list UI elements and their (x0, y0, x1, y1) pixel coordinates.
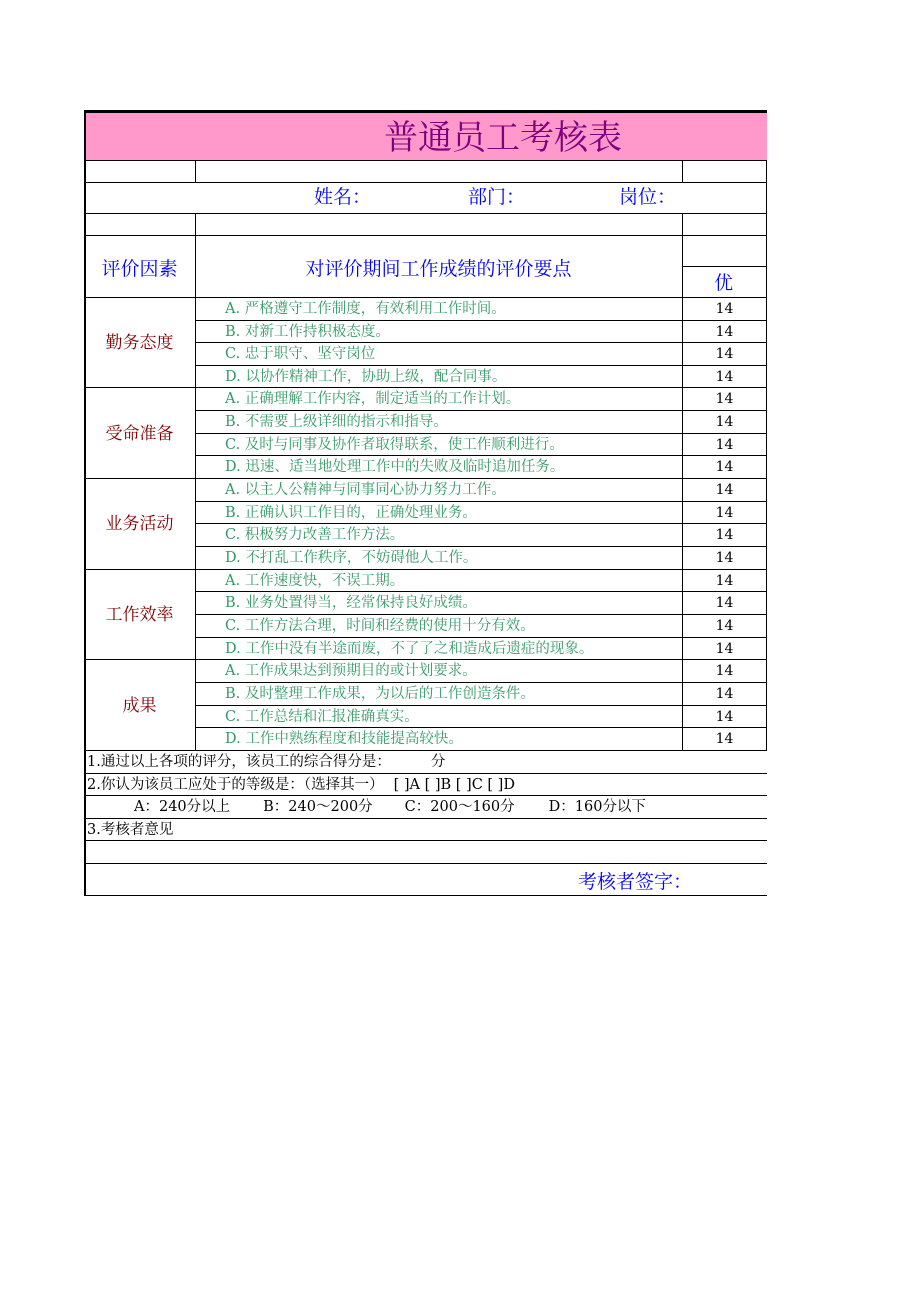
grade-c: C：200～160分 (404, 799, 515, 815)
criterion-score: 14 (715, 437, 734, 453)
grid-line (84, 160, 767, 161)
criterion-text: A. 工作速度快，不误工期。 (225, 573, 405, 589)
criterion-score: 14 (715, 301, 734, 317)
factor-header: 评价因素 (101, 258, 178, 280)
factor-efficiency: 工作效率 (105, 605, 174, 625)
appraisal-form (84, 110, 767, 896)
criterion-score: 14 (715, 709, 734, 725)
factor-business: 业务活动 (105, 514, 174, 534)
points-header: 对评价期间工作成绩的评价要点 (305, 258, 572, 280)
grade-d: D：160分以下 (548, 799, 646, 815)
criterion-score: 14 (715, 391, 734, 407)
grade-options[interactable]: [ ]A [ ]B [ ]C [ ]D (393, 777, 515, 793)
department-label: 部门： (468, 186, 526, 208)
criterion-score: 14 (715, 618, 734, 634)
criterion-text: B. 对新工作持积极态度。 (225, 324, 390, 340)
criterion-score: 14 (715, 324, 734, 340)
grade-question (87, 774, 515, 796)
grid-line (84, 818, 767, 819)
reviewer-comments-label: 3.考核者意见 (87, 822, 174, 838)
criterion-text: C. 忠于职守、坚守岗位 (225, 346, 376, 362)
criterion-text: C. 积极努力改善工作方法。 (225, 527, 405, 543)
criterion-score: 14 (715, 369, 734, 385)
grid-line (84, 213, 767, 214)
grade-scale (134, 796, 646, 818)
criterion-text: A. 以主人公精神与同事同心协力努力工作。 (225, 482, 506, 498)
criterion-text: D. 以协作精神工作，协助上级，配合同事。 (225, 369, 507, 385)
criterion-score: 14 (715, 595, 734, 611)
total-score-unit: 分 (430, 754, 446, 770)
grade-excellent-header: 优 (714, 272, 734, 294)
factor-preparation: 受命准备 (105, 424, 174, 444)
grid-line (84, 569, 767, 570)
grid-line (84, 235, 767, 236)
grid-line (682, 160, 683, 182)
criterion-text: A. 工作成果达到预期目的或计划要求。 (225, 663, 477, 679)
grid-line (84, 895, 767, 896)
criterion-text: C. 及时与同事及协作者取得联系，使工作顺利进行。 (225, 437, 564, 453)
reviewer-signature-label: 考核者签字： (578, 871, 693, 893)
grid-line (195, 213, 196, 750)
criterion-text: D. 工作中熟练程度和技能提高较快。 (225, 731, 463, 747)
table-border-top (84, 110, 767, 113)
grade-a: A：240分以上 (134, 799, 231, 815)
criterion-text: A. 严格遵守工作制度，有效利用工作时间。 (225, 301, 506, 317)
criterion-text: C. 工作总结和汇报准确真实。 (225, 709, 419, 725)
criterion-text: D. 不打乱工作秩序，不妨碍他人工作。 (225, 550, 478, 566)
form-title: 普通员工考核表 (384, 118, 622, 158)
criterion-text: D. 工作中没有半途而废，不了了之和造成后遗症的现象。 (225, 641, 594, 657)
factor-attitude: 勤务态度 (105, 333, 174, 353)
criterion-text: D. 迅速、适当地处理工作中的失败及临时追加任务。 (225, 459, 565, 475)
grade-question-label: 2.你认为该员工应处于的等级是：（选择其一） (87, 777, 384, 793)
name-label: 姓名： (314, 186, 372, 208)
criterion-score: 14 (715, 641, 734, 657)
criterion-score: 14 (715, 573, 734, 589)
grid-line (766, 160, 767, 750)
total-score-label: 1.通过以上各项的评分，该员工的综合得分是： (87, 754, 391, 770)
criterion-score: 14 (715, 414, 734, 430)
criterion-text: B. 业务处置得当，经常保持良好成绩。 (225, 595, 477, 611)
grid-line (84, 840, 767, 841)
criterion-text: C. 工作方法合理，时间和经费的使用十分有效。 (225, 618, 535, 634)
criterion-score: 14 (715, 527, 734, 543)
criterion-score: 14 (715, 505, 734, 521)
criterion-score: 14 (715, 346, 734, 362)
criterion-score: 14 (715, 663, 734, 679)
position-label: 岗位： (619, 186, 677, 208)
grade-b: B：240～200分 (263, 799, 373, 815)
criterion-score: 14 (715, 459, 734, 475)
criterion-text: B. 及时整理工作成果，为以后的工作创造条件。 (225, 686, 535, 702)
criterion-text: A. 正确理解工作内容，制定适当的工作计划。 (225, 391, 521, 407)
grid-line (195, 160, 196, 182)
criterion-text: B. 不需要上级详细的指示和指导。 (225, 414, 448, 430)
grid-line (84, 863, 767, 864)
criterion-score: 14 (715, 686, 734, 702)
criterion-score: 14 (715, 731, 734, 747)
grid-line (682, 266, 767, 267)
criterion-text: B. 正确认识工作目的，正确处理业务。 (225, 505, 477, 521)
criterion-score: 14 (715, 482, 734, 498)
total-score-question (87, 751, 445, 773)
factor-results: 成果 (122, 696, 157, 716)
grid-line (84, 182, 767, 183)
criterion-score: 14 (715, 550, 734, 566)
table-border-left (84, 110, 86, 896)
